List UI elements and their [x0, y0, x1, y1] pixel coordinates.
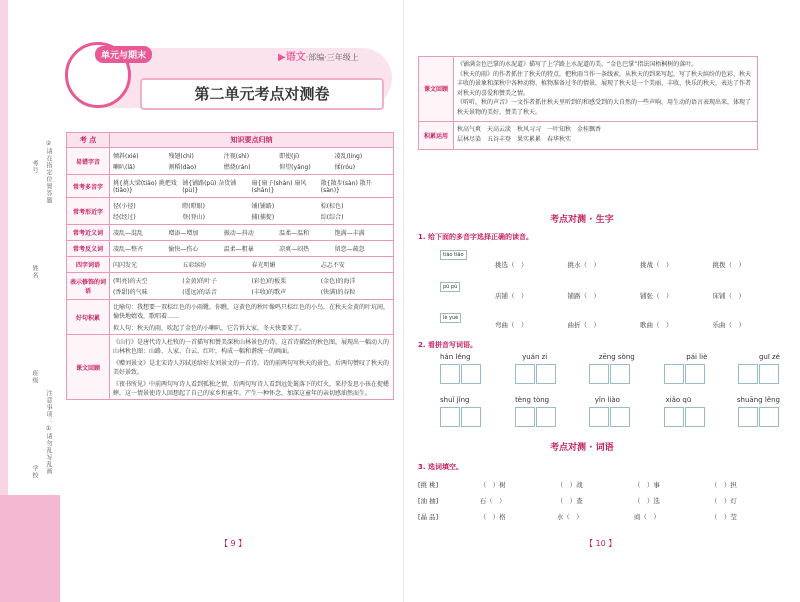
phrases: 秋高气爽 天高云淡 秋风习习 一叶知秋 金桂飘香 层林尽染 五谷丰登 果实累累 春华秋实 [454, 121, 758, 150]
fill-row [418, 512, 788, 521]
exam-no-label: 考号 [31, 160, 38, 174]
cell: (彩色)的板栗 [251, 278, 287, 285]
col-header-topic: 考 点 [67, 133, 110, 148]
blank[interactable]: （ ）莹 [710, 513, 737, 521]
writing-box[interactable] [515, 364, 557, 384]
blank[interactable]: （ ）担 [710, 481, 737, 489]
word-options: [挑 桃] [418, 481, 439, 489]
table-row [419, 57, 758, 122]
sentence: 比喻句：我想要一双棕红色的小雨靴。你瞧，这黄色的秋叶像鸣只棕红色的小鸟，在秋天金黄的叶坑间，愉快地嬉戏，歌唱着…… [113, 304, 390, 320]
row-label: 好句积累 [67, 300, 110, 335]
fill-row [418, 496, 788, 505]
row-label: 常考近义词 [67, 225, 110, 241]
cell: (金黄)的叶子 [182, 278, 217, 285]
pinyin: shuǐ jǐng [440, 396, 470, 404]
cell: (金色)的海洋 [320, 278, 356, 285]
cell: 残翅(chì) [168, 153, 194, 160]
cell: 愉快—伤心 [168, 246, 199, 253]
blank[interactable]: 挑战（ ） [640, 261, 673, 269]
writing-box[interactable] [440, 364, 482, 384]
notice-text-2: ②请在指定位置答题 [45, 140, 52, 204]
row-label: 积累运用 [419, 121, 454, 150]
cell: 揉(róu) [334, 164, 356, 171]
page-number-value: 9 [230, 539, 236, 548]
row-label: 易错字音 [67, 148, 110, 175]
cell: 即使(jí) [279, 153, 300, 160]
row-label: 常考反义词 [67, 241, 110, 257]
pinyin: yuán zi [522, 353, 548, 361]
pinyin-options: tiāo tiǎo [440, 250, 467, 260]
cell: 凌乱—混乱 [113, 230, 144, 237]
sentence: 拟人句：秋天的雨，吹起了金色的小喇叭，它告诉大家，冬天快要来了。 [113, 325, 306, 332]
cell: 捕(捕捉) [251, 214, 275, 221]
writing-box[interactable] [738, 364, 780, 384]
blank[interactable]: 挑选（ ） [495, 261, 528, 269]
cell: 增添—增加 [168, 230, 199, 237]
table-row [67, 198, 394, 225]
blank[interactable]: 挑水（ ） [567, 261, 600, 269]
writing-grid-row [440, 364, 780, 384]
cell: 登(登山) [182, 214, 205, 221]
table-row [67, 225, 394, 241]
page-divider [403, 0, 404, 602]
cell: 倾斜(xié) [113, 153, 139, 160]
pinyin-options: lè yuè [440, 313, 461, 323]
unit-badge: 单元与期末 [95, 46, 152, 63]
review-text: 《铺满金色巴掌的水泥道》描写了上学路上水泥道的美。“金色巴掌”指法国梧桐树的落叶。 《秋天的雨》的作者抓住了秋天的特点，把秋雨当作一条线索，从秋天的到来写起，写了秋天缤纷的色彩、秋天丰收的景象和深秋中各种动物、植物准备过冬的情景，展现了秋天是一个美丽、丰收、快乐的秋天，表达了作者对秋天的喜爱和赞美之情。 《听听，秋的声音》一文作者抓住秋天里听到的和感受到的大自然的一些声响，用生动的语言表现出来，体现了秋天景物的美好，赞美了秋天。 [454, 57, 758, 122]
pinyin-choice [440, 282, 460, 294]
row-label: 常考形近字 [67, 198, 110, 225]
cell: 饱满—丰满 [334, 230, 365, 237]
table-row [67, 148, 394, 175]
pinyin: guī zé [758, 353, 780, 361]
binding-corner [0, 495, 60, 602]
cell: 五彩缤纷 [182, 262, 207, 269]
blank[interactable]: 石（ ） [479, 497, 506, 505]
row-label: 四字词语 [67, 257, 110, 273]
blank[interactable]: 弯曲（ ） [495, 321, 528, 329]
cell: 散{散步(sàn) 散开(sàn)} [320, 180, 372, 194]
section-title: 考点对测 · 生字 [550, 215, 614, 225]
writing-box[interactable] [589, 364, 631, 384]
row-label: 常考多音字 [67, 175, 110, 198]
cell: 凌乱(líng) [334, 153, 363, 160]
table-row [67, 335, 394, 400]
row-label: 课文回顾 [419, 57, 454, 122]
table-row [67, 257, 394, 273]
cell: 棕(棕色) [320, 203, 344, 210]
blank[interactable]: （ ）树 [479, 481, 506, 489]
blank[interactable]: （ ）灯 [710, 497, 737, 505]
page-number-value: 10 [595, 539, 606, 548]
question-2: 2. 看拼音写词语。 [418, 341, 477, 349]
writing-box[interactable] [515, 407, 557, 427]
table-row [67, 273, 394, 300]
cell: 留恋—疏忽 [334, 246, 365, 253]
cell: 径(小径) [113, 203, 136, 210]
pinyin: yǐn liào [594, 396, 620, 404]
writing-box[interactable] [664, 407, 706, 427]
blank[interactable]: 铺张（ ） [640, 292, 673, 300]
table-row [67, 175, 394, 198]
table-row [419, 121, 758, 150]
blank[interactable]: 水（ ） [556, 513, 583, 521]
pinyin: zēng sòng [598, 353, 635, 361]
page-title: 第二单元考点对测卷 [140, 78, 384, 110]
pinyin-row [440, 353, 780, 361]
cell: 闪闪发光 [113, 262, 138, 269]
cell: 温柔—粗暴 [223, 246, 254, 253]
cell: 扇{扇子(shàn) 扇风(shān)} [251, 180, 307, 194]
play-icon: ▶ [278, 52, 286, 63]
table-row [67, 300, 394, 335]
writing-grid-row [440, 407, 780, 427]
cell: 喇叭(lǎ) [113, 164, 136, 171]
choice-row [495, 260, 785, 269]
review-table [418, 56, 758, 150]
pinyin-options: pū pù [440, 282, 460, 292]
question-3: 3. 选词填空。 [418, 463, 463, 471]
binding-margin [0, 0, 60, 602]
cell: (快满)的谷粒 [320, 289, 356, 296]
cell: 燃烧(rán) [223, 164, 251, 171]
question-1: 1. 给下面的多音字选择正确的读音。 [418, 233, 533, 241]
subject-name: 语文 [285, 52, 306, 63]
pinyin-choice [440, 250, 467, 262]
pinyin-row [440, 396, 780, 404]
blank[interactable]: 店铺（ ） [495, 292, 528, 300]
cell: 仰望(yǎng) [279, 164, 311, 171]
knowledge-table [66, 132, 394, 400]
blank[interactable]: 乐曲（ ） [712, 321, 745, 329]
table-row [67, 241, 394, 257]
cell: (明亮)的天空 [113, 278, 148, 285]
paragraph: 《山行》是唐代诗人杜牧的一首描写和赞美深秋山林景色的诗。这首诗描绘的秋色图，展现出一幅动人的山林秋色图：山路、人家、白云、红叶，构成一幅和谐统一的画面。 [113, 339, 390, 355]
cell: 割稻(dào) [168, 164, 197, 171]
col-header-summary: 知识要点归纳 [110, 133, 394, 148]
cell: (丰收)的歌声 [251, 289, 287, 296]
cell: 注视(shì) [223, 153, 250, 160]
writing-box[interactable] [589, 407, 631, 427]
row-label: 课文回顾 [67, 335, 110, 400]
cell: 挑{挑大梁(tiāo) 挑把戏(tiǎo)} [113, 180, 177, 194]
cell: 春光明媚 [251, 262, 276, 269]
cell: 瞪(瞪眼) [182, 203, 205, 210]
cell: 温柔—温和 [279, 230, 310, 237]
name-label: 姓名 [31, 265, 38, 279]
writing-box[interactable] [440, 407, 482, 427]
word-options: [晶 品] [418, 513, 439, 521]
cell: (遥远)的话音 [182, 289, 217, 296]
cell: 经(经过) [113, 214, 136, 221]
writing-box[interactable] [738, 407, 780, 427]
paragraph: 《赠刘景文》是北宋诗人苏轼送给好友刘景文的一首诗。诗的前两句写秋天的景色，后两句赞叹了秋天的美好景致。 [113, 360, 390, 376]
cell: (香甜)的气味 [113, 289, 148, 296]
blank[interactable]: （ ）选 [633, 497, 660, 505]
subject-label [278, 48, 359, 63]
row-label: 表示修饰的词语 [67, 273, 110, 300]
class-label: 班级 [31, 370, 38, 384]
cell: 凌乱—整齐 [113, 246, 144, 253]
pinyin: shuāng lěng [736, 396, 780, 404]
blank[interactable]: 商（ ） [633, 513, 660, 521]
cell: 振动—抖动 [223, 230, 254, 237]
blank[interactable]: 曲折（ ） [567, 321, 600, 329]
page-number: 【 10 】 [585, 539, 617, 548]
choice-row [495, 291, 785, 300]
pinyin: pái liè [686, 353, 708, 361]
right-page [410, 0, 800, 602]
cell: 综(综合) [320, 214, 344, 221]
pinyin: xiǎo qū [665, 396, 692, 404]
pinyin-choice [440, 313, 461, 325]
section-title: 考点对测 · 词语 [550, 443, 614, 453]
blank[interactable]: 床铺（ ） [712, 292, 745, 300]
page-number: 【 9 】 [220, 539, 247, 548]
subject-meta: ·部编·三年级上 [305, 53, 359, 62]
blank[interactable]: 铺路（ ） [567, 292, 600, 300]
cell: 铺{铺路(pū) 杂货铺(pù)} [182, 180, 237, 194]
fill-row [418, 480, 788, 489]
left-page [60, 0, 400, 602]
blank[interactable]: （ ）战 [556, 481, 583, 489]
writing-box[interactable] [664, 364, 706, 384]
cell: 凉爽—闷热 [279, 246, 310, 253]
blank[interactable]: 挑拨（ ） [712, 261, 745, 269]
blank[interactable]: （ ）格 [479, 513, 506, 521]
blank[interactable]: （ ）事 [633, 481, 660, 489]
pinyin: hán lěng [440, 353, 471, 361]
school-label: 学校 [31, 465, 38, 479]
notice-text: 注意事项：①请勿乱写乱画 [45, 390, 52, 475]
blank[interactable]: （ ）查 [556, 497, 583, 505]
cell: 忐忑不安 [320, 262, 345, 269]
word-options: [油 抽] [418, 497, 439, 505]
pinyin: tèng tòng [515, 396, 550, 404]
choice-row [495, 320, 785, 329]
blank[interactable]: 歌曲（ ） [640, 321, 673, 329]
paragraph: 《夜书所见》中前两句写诗人看到孤独之情，后两句写诗人看到远处篱落下的灯火，来抒发思小孩在捉蟋蟀，这一情景使诗人回想起了自己的家乡和童年，产生一种怀念，加深这童年的亲切感油然而生。 [113, 381, 390, 397]
cell: 铺(铺路) [251, 203, 275, 210]
